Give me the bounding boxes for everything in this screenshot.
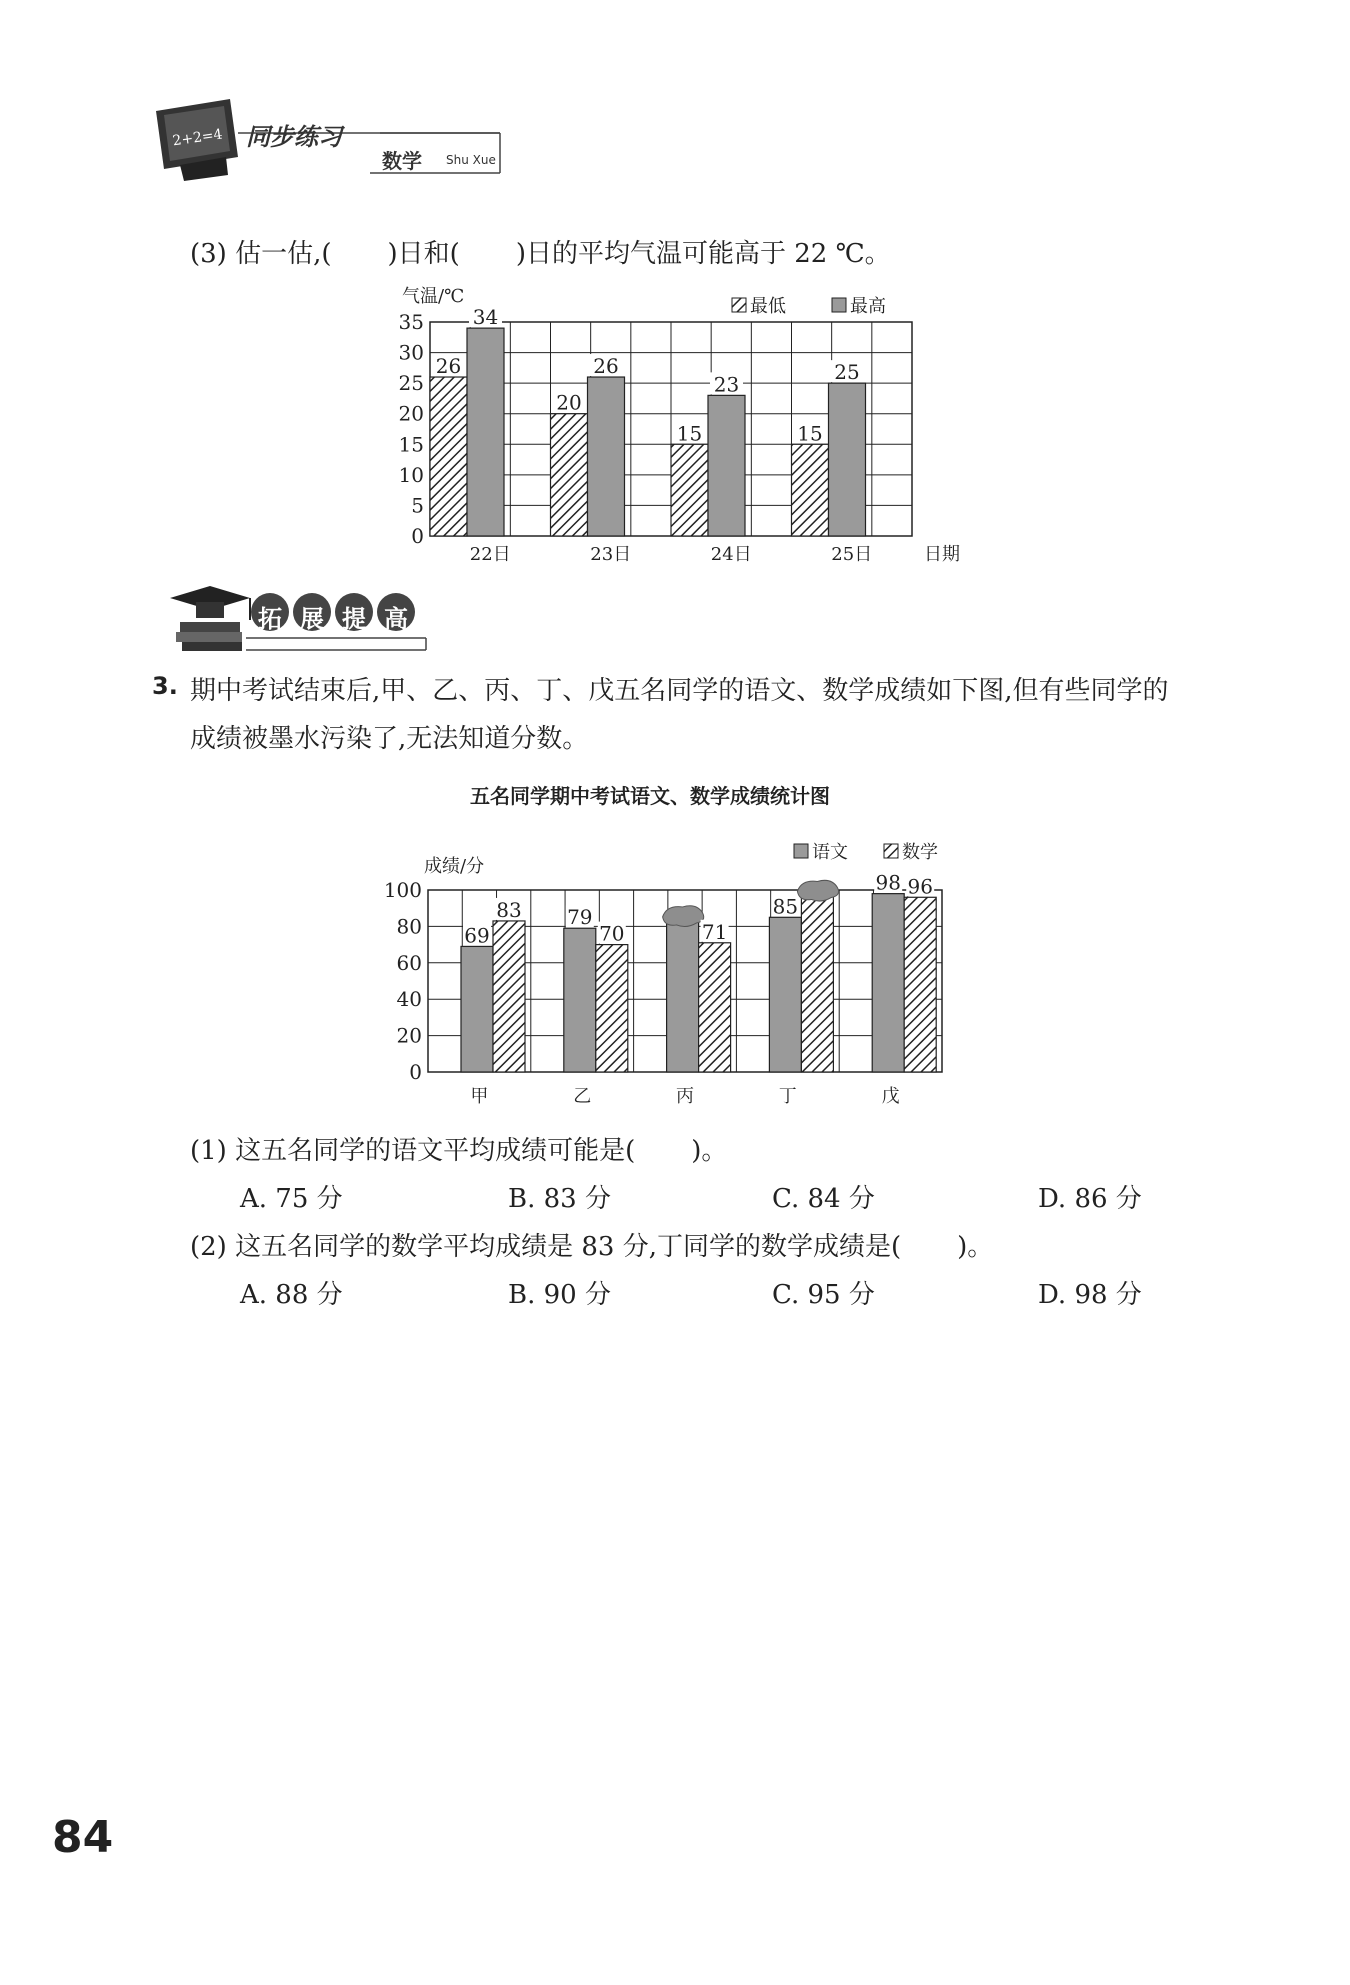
x-tick-label: 23日: [590, 544, 632, 565]
data-label: 34: [472, 305, 499, 330]
temperature-chart: [380, 272, 960, 572]
data-label: 15: [676, 421, 703, 446]
bar-语文: [461, 946, 493, 1072]
legend-swatch: [794, 844, 808, 858]
legend-label: 最高: [850, 296, 886, 317]
y-tick-label: 80: [396, 914, 422, 939]
data-label: 25: [834, 360, 860, 385]
bar-数学: [596, 945, 628, 1072]
legend-swatch: [832, 298, 846, 312]
y-tick-label: 20: [398, 401, 424, 426]
sub2-option-b[interactable]: B. 90 分: [508, 1280, 611, 1310]
sub2-option-d[interactable]: D. 98 分: [1038, 1280, 1142, 1310]
sub2-option-c[interactable]: C. 95 分: [772, 1280, 875, 1310]
y-tick-label: 100: [383, 878, 422, 902]
data-label: 20: [556, 390, 582, 415]
question3-line1: 期中考试结束后,甲、乙、丙、丁、戊五名同学的语文、数学成绩如下图,但有些同学的: [190, 676, 1169, 706]
series-title: 同步练习: [246, 123, 342, 151]
score-chart: [370, 830, 970, 1110]
sub1-stem: [190, 1130, 727, 1167]
question-number: 3.: [152, 672, 178, 700]
bar-语文: [769, 917, 801, 1072]
section-char-1: 拓: [258, 605, 282, 633]
bar-语文: [872, 894, 904, 1072]
data-label: 96: [907, 874, 933, 899]
data-label: 26: [435, 354, 462, 379]
subject-label: 数学: [382, 149, 422, 173]
x-tick-label: 24日: [710, 544, 752, 565]
section-char-2: 展: [300, 605, 324, 633]
y-tick-label: 5: [411, 493, 424, 518]
sub1-option-a[interactable]: A. 75 分: [240, 1184, 343, 1214]
bar-最低: [551, 414, 588, 536]
x-tick-label: 戊: [881, 1086, 900, 1107]
y-tick-label: 20: [396, 1023, 422, 1048]
x-tick-label: 丁: [778, 1086, 797, 1107]
bar-最高: [829, 383, 866, 536]
y-tick-label: 35: [398, 310, 424, 334]
legend-swatch: [732, 298, 746, 312]
y-tick-label: 40: [396, 987, 422, 1012]
data-label: 79: [567, 905, 593, 930]
sub1-stem-before: (1) 这五名同学的语文平均成绩可能是(: [190, 1136, 636, 1166]
bar-最高: [467, 328, 504, 536]
x-tick-label: 乙: [573, 1086, 592, 1107]
q3-suffix: )日的平均气温可能高于 22 ℃。: [515, 239, 891, 269]
bar-最高: [708, 395, 745, 536]
section-char-3: 提: [342, 605, 366, 633]
data-label: 26: [593, 354, 619, 379]
section-title: [150, 578, 440, 656]
y-axis-label: 成绩/分: [424, 856, 485, 877]
y-tick-label: 15: [398, 432, 424, 457]
data-label: 69: [464, 923, 490, 948]
bar-数学: [493, 921, 525, 1072]
sub2-option-a[interactable]: A. 88 分: [240, 1280, 343, 1310]
data-label: 98: [875, 870, 901, 895]
y-tick-label: 30: [398, 340, 424, 365]
bar-数学: [801, 895, 833, 1072]
x-tick-label: 22日: [469, 544, 511, 565]
sub2-stem-after: )。: [957, 1232, 994, 1262]
y-axis-label: 气温/℃: [402, 286, 465, 307]
data-label: 71: [701, 919, 728, 944]
page-number: 84: [52, 1812, 114, 1863]
x-tick-label: 25日: [831, 544, 873, 565]
y-tick-label: 0: [409, 1060, 422, 1084]
bar-最低: [430, 377, 467, 536]
data-label: 85: [772, 894, 799, 919]
sub1-option-d[interactable]: D. 86 分: [1038, 1184, 1142, 1214]
sub1-option-c[interactable]: C. 84 分: [772, 1184, 875, 1214]
bar-最高: [588, 377, 625, 536]
header-logo: [150, 95, 510, 185]
score-chart-title: 五名同学期中考试语文、数学成绩统计图: [470, 784, 830, 808]
section-char-4: 高: [384, 605, 408, 633]
data-label: 70: [599, 921, 625, 946]
legend-label: 最低: [750, 296, 786, 317]
q3-prefix: (3) 估一估,(: [190, 239, 332, 269]
bar-最低: [671, 444, 708, 536]
q3-part3-stem: [190, 233, 891, 270]
question3-line2: 成绩被墨水污染了,无法知道分数。: [190, 724, 589, 754]
x-tick-label: 甲: [470, 1086, 489, 1107]
bar-语文: [564, 928, 596, 1072]
sub2-stem-before: (2) 这五名同学的数学平均成绩是 83 分,丁同学的数学成绩是(: [190, 1232, 902, 1262]
y-tick-label: 60: [396, 950, 422, 975]
data-label: 83: [496, 897, 522, 922]
sub1-stem-after: )。: [691, 1136, 728, 1166]
sub1-option-b[interactable]: B. 83 分: [508, 1184, 611, 1214]
sub2-stem: [190, 1226, 993, 1263]
y-tick-label: 10: [398, 462, 424, 487]
y-tick-label: 0: [411, 524, 424, 548]
bar-数学: [904, 897, 936, 1072]
bar-最低: [792, 444, 829, 536]
data-label: 23: [713, 372, 740, 397]
legend-swatch: [884, 844, 898, 858]
q3-mid: )日和(: [387, 239, 460, 269]
bar-语文: [667, 921, 699, 1072]
x-tick-label: 丙: [676, 1086, 694, 1107]
bar-数学: [699, 943, 731, 1072]
y-tick-label: 25: [398, 371, 424, 396]
legend-label: 数学: [902, 842, 938, 863]
data-label: 15: [797, 421, 823, 446]
chalkboard-text: 2+2=4: [171, 126, 224, 150]
subject-pinyin: Shu Xue: [446, 153, 496, 167]
legend-label: 语文: [812, 842, 848, 863]
x-axis-label: 日期: [924, 544, 960, 565]
